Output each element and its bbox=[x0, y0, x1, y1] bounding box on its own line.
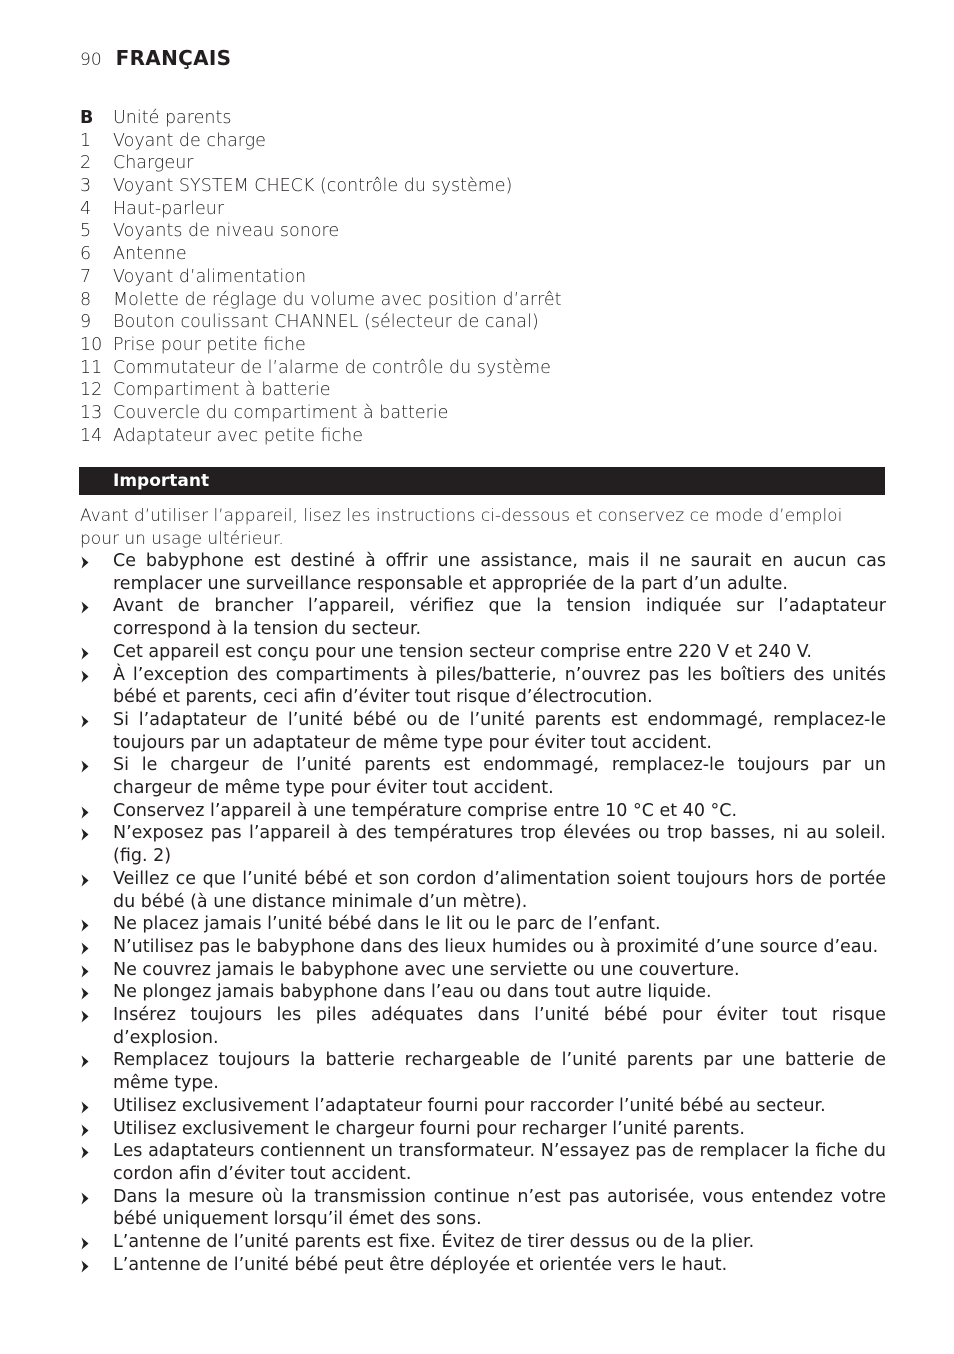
bullet-text: Utilisez exclusivement l’adaptateur fourni pour raccorder l’unité bébé au secteur. bbox=[113, 1095, 826, 1116]
section-title: Important bbox=[113, 471, 210, 491]
parts-list-item bbox=[80, 220, 880, 243]
bullet-text: Avant de brancher l’appareil, vérifiez que la tension indiquée sur l’adaptateur correspond à la tension du secteur. bbox=[113, 596, 886, 640]
parts-list-item bbox=[80, 379, 880, 402]
bullet-text: À l’exception des compartiments à piles/batterie, n’ouvrez pas les boîtiers des unités bébé et parents, ceci afin d’éviter tout risque d’électrocution. bbox=[113, 664, 886, 708]
bullet-item bbox=[80, 981, 886, 1004]
bullet-item bbox=[80, 913, 886, 936]
triangle-bullet-icon bbox=[80, 868, 113, 891]
triangle-bullet-icon bbox=[80, 641, 113, 664]
part-label: Prise pour petite fiche bbox=[113, 334, 306, 355]
parts-list-item bbox=[80, 425, 880, 448]
language-heading: FRANÇAIS bbox=[115, 46, 232, 70]
triangle-bullet-icon bbox=[80, 913, 113, 936]
triangle-bullet-icon bbox=[80, 1140, 113, 1163]
part-number: 3 bbox=[80, 176, 92, 197]
triangle-bullet-icon bbox=[80, 595, 113, 618]
bullet-item bbox=[80, 959, 886, 982]
part-label: Adaptateur avec petite fiche bbox=[113, 425, 363, 446]
bullet-item bbox=[80, 800, 886, 823]
bullet-text: Ce babyphone est destiné à offrir une assistance, mais il ne saurait en aucun cas remplacer une surveillance responsable et appropriée de la part d’un adulte. bbox=[113, 551, 886, 594]
part-label: Voyants de niveau sonore bbox=[113, 221, 340, 242]
parts-list-item bbox=[80, 402, 880, 425]
part-number: 11 bbox=[80, 357, 103, 378]
part-number: 14 bbox=[80, 425, 103, 446]
bullet-item bbox=[80, 1049, 886, 1094]
page-number: 90 bbox=[80, 50, 102, 70]
part-number: 1 bbox=[80, 130, 92, 151]
triangle-bullet-icon bbox=[80, 1049, 113, 1072]
page-header bbox=[80, 46, 231, 76]
part-number: 7 bbox=[80, 266, 92, 287]
part-number: 13 bbox=[80, 402, 103, 423]
part-label: Voyant de charge bbox=[113, 130, 266, 151]
triangle-bullet-icon bbox=[80, 822, 113, 845]
bullet-item bbox=[80, 595, 886, 640]
part-label: Haut-parleur bbox=[113, 198, 225, 219]
triangle-bullet-icon bbox=[80, 936, 113, 959]
section-heading-bar bbox=[79, 467, 885, 495]
bullet-text: Ne plongez jamais babyphone dans l’eau ou dans tout autre liquide. bbox=[113, 982, 712, 1003]
bullet-text: Conservez l’appareil à une température comprise entre 10 °C et 40 °C. bbox=[113, 800, 738, 821]
bullet-text: Veillez ce que l’unité bébé et son cordon d’alimentation soient toujours hors de portée du bébé (à une distance minimale d’un mètre). bbox=[113, 868, 886, 912]
part-label: Unité parents bbox=[113, 108, 232, 128]
bullet-item bbox=[80, 664, 886, 709]
triangle-bullet-icon bbox=[80, 709, 113, 732]
parts-list-item bbox=[80, 357, 880, 380]
parts-list-item bbox=[80, 152, 880, 175]
bullet-item bbox=[80, 1231, 886, 1254]
triangle-bullet-icon bbox=[80, 981, 113, 1004]
bullet-text: Ne placez jamais l’unité bébé dans le lit ou le parc de l’enfant. bbox=[113, 914, 661, 935]
part-number: 6 bbox=[80, 244, 92, 265]
bullet-item bbox=[80, 1004, 886, 1049]
part-label: Molette de réglage du volume avec position d’arrêt bbox=[113, 289, 562, 310]
bullet-item bbox=[80, 1118, 886, 1141]
bullet-text: Si l’adaptateur de l’unité bébé ou de l’unité parents est endommagé, remplacez-le toujours par un adaptateur de même type pour éviter tout accident. bbox=[113, 709, 886, 753]
bullet-text: Dans la mesure où la transmission continue n’est pas autorisée, vous entendez votre bébé uniquement lorsqu’il émet des sons. bbox=[113, 1186, 886, 1230]
bullet-text: Les adaptateurs contiennent un transformateur. N’essayez pas de remplacer la fiche du cordon afin d’éviter tout accident. bbox=[113, 1141, 886, 1184]
bullet-text: Si le chargeur de l’unité parents est endommagé, remplacez-le toujours par un chargeur de même type pour éviter tout accident. bbox=[113, 755, 886, 799]
bullet-text: Ne couvrez jamais le babyphone avec une serviette ou une couverture. bbox=[113, 959, 740, 980]
parts-list-item bbox=[80, 107, 880, 130]
bullet-text: L’antenne de l’unité parents est fixe. Évitez de tirer dessus ou de la plier. bbox=[113, 1232, 755, 1253]
part-label: Voyant SYSTEM CHECK (contrôle du système) bbox=[113, 176, 513, 197]
triangle-bullet-icon bbox=[80, 959, 113, 982]
triangle-bullet-icon bbox=[80, 1004, 113, 1027]
triangle-bullet-icon bbox=[80, 1095, 113, 1118]
parts-list-item bbox=[80, 334, 880, 357]
part-label: Voyant d’alimentation bbox=[113, 266, 307, 287]
part-label: Antenne bbox=[113, 244, 187, 265]
part-label: Commutateur de l’alarme de contrôle du système bbox=[113, 357, 551, 378]
part-number: 12 bbox=[80, 380, 103, 401]
bullet-text: Remplacez toujours la batterie rechargeable de l’unité parents par une batterie de même type. bbox=[113, 1050, 886, 1094]
bullet-text: N’exposez pas l’appareil à des températures trop élevées ou trop basses, ni au soleil. (fig. 2) bbox=[113, 823, 886, 867]
part-label: Compartiment à batterie bbox=[113, 380, 331, 401]
part-label: Couvercle du compartiment à batterie bbox=[113, 402, 449, 423]
triangle-bullet-icon bbox=[80, 1254, 113, 1277]
part-number: 4 bbox=[80, 198, 92, 219]
bullet-item bbox=[80, 1095, 886, 1118]
triangle-bullet-icon bbox=[80, 1231, 113, 1254]
part-number: 2 bbox=[80, 153, 92, 174]
bullet-item bbox=[80, 1254, 886, 1277]
bullet-item bbox=[80, 936, 886, 959]
part-number: 8 bbox=[80, 289, 92, 310]
bullet-item bbox=[80, 1140, 886, 1185]
parts-list-item bbox=[80, 243, 880, 266]
bullet-text: L’antenne de l’unité bébé peut être déployée et orientée vers le haut. bbox=[113, 1254, 728, 1275]
parts-list-item bbox=[80, 266, 880, 289]
bullet-item bbox=[80, 709, 886, 754]
bullet-text: Utilisez exclusivement le chargeur fourni pour recharger l’unité parents. bbox=[113, 1118, 745, 1139]
triangle-bullet-icon bbox=[80, 664, 113, 687]
bullet-item bbox=[80, 868, 886, 913]
bullet-text: N’utilisez pas le babyphone dans des lieux humides ou à proximité d’une source d’eau. bbox=[113, 936, 879, 957]
part-number: 9 bbox=[80, 312, 92, 333]
bullet-item bbox=[80, 641, 886, 664]
triangle-bullet-icon bbox=[80, 800, 113, 823]
bullet-item bbox=[80, 822, 886, 867]
intro-paragraph: Avant d’utiliser l’appareil, lisez les instructions ci-dessous et conservez ce mode d’emploi pour un usage ultérieur. bbox=[80, 506, 843, 549]
parts-list bbox=[80, 107, 880, 447]
bullet-text: Cet appareil est conçu pour une tension secteur comprise entre 220 V et 240 V. bbox=[113, 641, 812, 662]
bullet-text: Insérez toujours les piles adéquates dans l’unité bébé pour éviter tout risque d’explosion. bbox=[113, 1005, 886, 1048]
part-number: 10 bbox=[80, 334, 103, 355]
triangle-bullet-icon bbox=[80, 1118, 113, 1141]
triangle-bullet-icon bbox=[80, 754, 113, 777]
parts-list-item bbox=[80, 311, 880, 334]
triangle-bullet-icon bbox=[80, 550, 113, 573]
bullet-item bbox=[80, 1186, 886, 1231]
triangle-bullet-icon bbox=[80, 1186, 113, 1209]
part-number: B bbox=[80, 108, 94, 128]
parts-list-item bbox=[80, 289, 880, 312]
bullet-item bbox=[80, 754, 886, 799]
part-number: 5 bbox=[80, 221, 92, 242]
part-label: Bouton coulissant CHANNEL (sélecteur de canal) bbox=[113, 312, 539, 333]
parts-list-item bbox=[80, 130, 880, 153]
safety-bullet-list bbox=[80, 550, 886, 1277]
bullet-item bbox=[80, 550, 886, 595]
parts-list-item bbox=[80, 175, 880, 198]
part-label: Chargeur bbox=[113, 153, 194, 174]
parts-list-item bbox=[80, 198, 880, 221]
